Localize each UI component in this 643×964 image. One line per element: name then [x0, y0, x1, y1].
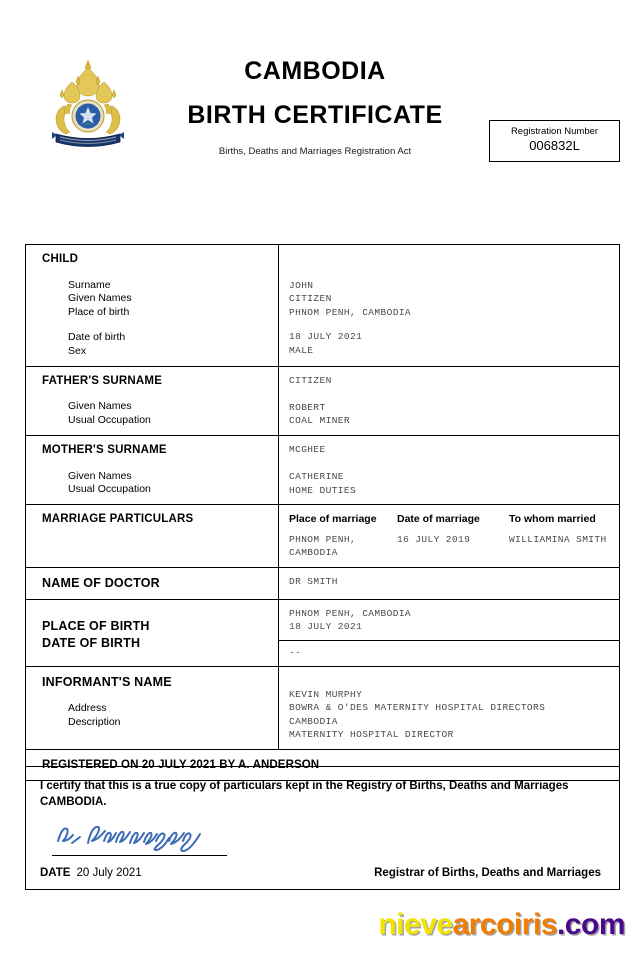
registrar-title: Registrar of Births, Deaths and Marriages: [374, 866, 601, 879]
table-row-informant: [26, 667, 619, 749]
father-value-given-names: ROBERT: [289, 401, 326, 413]
father-values-cell: [278, 367, 619, 435]
child-value-place-of-birth: PHNOM PENH, CAMBODIA: [289, 306, 412, 318]
table-row-child: [26, 245, 619, 367]
father-heading: FATHER'S SURNAME: [42, 374, 163, 387]
mother-value-occupation: HOME DUTIES: [289, 484, 357, 496]
marriage-columns: [289, 512, 619, 560]
informant-heading: INFORMANT'S NAME: [42, 675, 172, 690]
table-row-mother: [26, 436, 619, 505]
doctor-heading: NAME OF DOCTOR: [42, 575, 160, 590]
date-of-birth-heading: DATE OF BIRTH: [42, 635, 141, 650]
marriage-col-spouse: [509, 512, 619, 560]
father-label-occupation: Usual Occupation: [68, 414, 151, 427]
mother-heading: MOTHER'S SURNAME: [42, 444, 167, 457]
child-labels-cell: [26, 245, 278, 366]
certificate-title-block: [150, 58, 480, 129]
informant-value-name: KEVIN MURPHY: [289, 688, 363, 700]
marriage-header-date: Date of marriage: [397, 513, 480, 526]
father-value-occupation: COAL MINER: [289, 415, 351, 427]
informant-label-address: Address: [68, 702, 107, 715]
place-date-labels-cell: [26, 600, 278, 666]
mother-label-occupation: Usual Occupation: [68, 483, 151, 496]
doctor-value-name: DR SMITH: [289, 575, 338, 587]
watermark-part-arcoiris: arcoiris: [452, 908, 557, 941]
marriage-header-to-whom: To whom married: [509, 513, 596, 526]
table-row-doctor: [26, 568, 619, 600]
mother-value-given-names: CATHERINE: [289, 471, 344, 483]
marriage-value-to-whom: WILLIAMINA SMITH: [509, 533, 607, 545]
date-of-birth-value: 18 JULY 2021: [289, 621, 363, 633]
child-label-surname: Surname: [68, 278, 111, 291]
child-value-date-of-birth: 18 JULY 2021: [289, 331, 363, 343]
mother-value-surname: MCGHEE: [289, 444, 326, 456]
father-label-given-names: Given Names: [68, 400, 132, 413]
marriage-header-place: Place of marriage: [289, 513, 377, 526]
marriage-value-place-line2: CAMBODIA: [289, 547, 338, 559]
registration-number-label: Registration Number: [510, 126, 599, 137]
certification-line2: CAMBODIA.: [40, 796, 107, 809]
child-label-given-names: Given Names: [68, 292, 132, 305]
act-reference: Births, Deaths and Marriages Registration Act: [218, 146, 412, 157]
page-title: CAMBODIA: [244, 57, 386, 85]
registration-number-value: 006832L: [529, 137, 580, 153]
marriage-values-cell: [278, 505, 619, 567]
certification-box: [25, 766, 620, 890]
date-label: DATE: [40, 866, 71, 879]
page-subtitle: BIRTH CERTIFICATE: [187, 100, 443, 129]
doctor-label-cell: [26, 568, 278, 599]
child-label-sex: Sex: [68, 344, 87, 357]
father-labels-cell: [26, 367, 278, 435]
place-date-extra-value: --: [289, 646, 302, 658]
place-date-inner-divider: [279, 640, 619, 659]
registration-number-box: [489, 120, 620, 162]
certificate-details-table: [25, 244, 620, 781]
doctor-value-cell: [278, 568, 619, 599]
marriage-col-place: [289, 512, 397, 560]
informant-labels-cell: [26, 667, 278, 748]
place-date-values-cell: [278, 600, 619, 666]
mother-values-cell: [278, 436, 619, 504]
date-and-registrar-row: [40, 867, 605, 879]
informant-label-description: Description: [68, 716, 121, 728]
marriage-col-date: [397, 512, 509, 560]
table-row-marriage: [26, 505, 619, 568]
place-of-birth-value: PHNOM PENH, CAMBODIA: [289, 607, 412, 619]
marriage-value-place-line1: PHNOM PENH,: [289, 533, 357, 545]
certification-line1: I certify that this is a true copy of particulars kept in the Registry of Births, Deaths and Marriages: [40, 780, 569, 792]
mother-labels-cell: [26, 436, 278, 504]
site-watermark: [378, 908, 625, 942]
date-value: 20 July 2021: [76, 866, 142, 879]
marriage-value-date: 16 JULY 2019: [397, 533, 471, 545]
informant-value-address-line1: BOWRA & O'DES MATERNITY HOSPITAL DIRECTORS: [289, 702, 546, 714]
child-label-place-of-birth: Place of birth: [68, 306, 130, 319]
informant-value-description: MATERNITY HOSPITAL DIRECTOR: [289, 729, 454, 741]
registrar-signature: [52, 817, 232, 860]
place-of-birth-heading: PLACE OF BIRTH: [42, 618, 150, 633]
table-row-father: [26, 367, 619, 436]
child-label-date-of-birth: Date of birth: [68, 331, 126, 344]
informant-value-address-line2: CAMBODIA: [289, 715, 338, 727]
signature-area: [40, 817, 605, 865]
date-field: [40, 867, 142, 879]
child-heading: CHILD: [42, 253, 79, 265]
father-value-surname: CITIZEN: [289, 374, 332, 386]
marriage-heading: MARRIAGE PARTICULARS: [42, 513, 194, 526]
mother-label-given-names: Given Names: [68, 469, 132, 482]
watermark-part-nieve: nieve: [378, 908, 453, 941]
certificate-header: [0, 48, 643, 173]
child-values-cell: [278, 245, 619, 366]
marriage-label-cell: [26, 505, 278, 567]
table-row-place-date-of-birth: [26, 600, 619, 667]
child-value-given-names: CITIZEN: [289, 293, 332, 305]
child-value-sex: MALE: [289, 344, 314, 356]
cambodia-royal-coat-of-arms-icon: [42, 56, 134, 152]
informant-values-cell: [278, 667, 619, 748]
child-value-surname: JOHN: [289, 280, 314, 291]
signature-line: [52, 855, 227, 856]
registered-statement: REGISTERED ON 20 JULY 2021 BY A. ANDERSON: [42, 758, 320, 771]
watermark-part-com: .com: [556, 908, 625, 941]
